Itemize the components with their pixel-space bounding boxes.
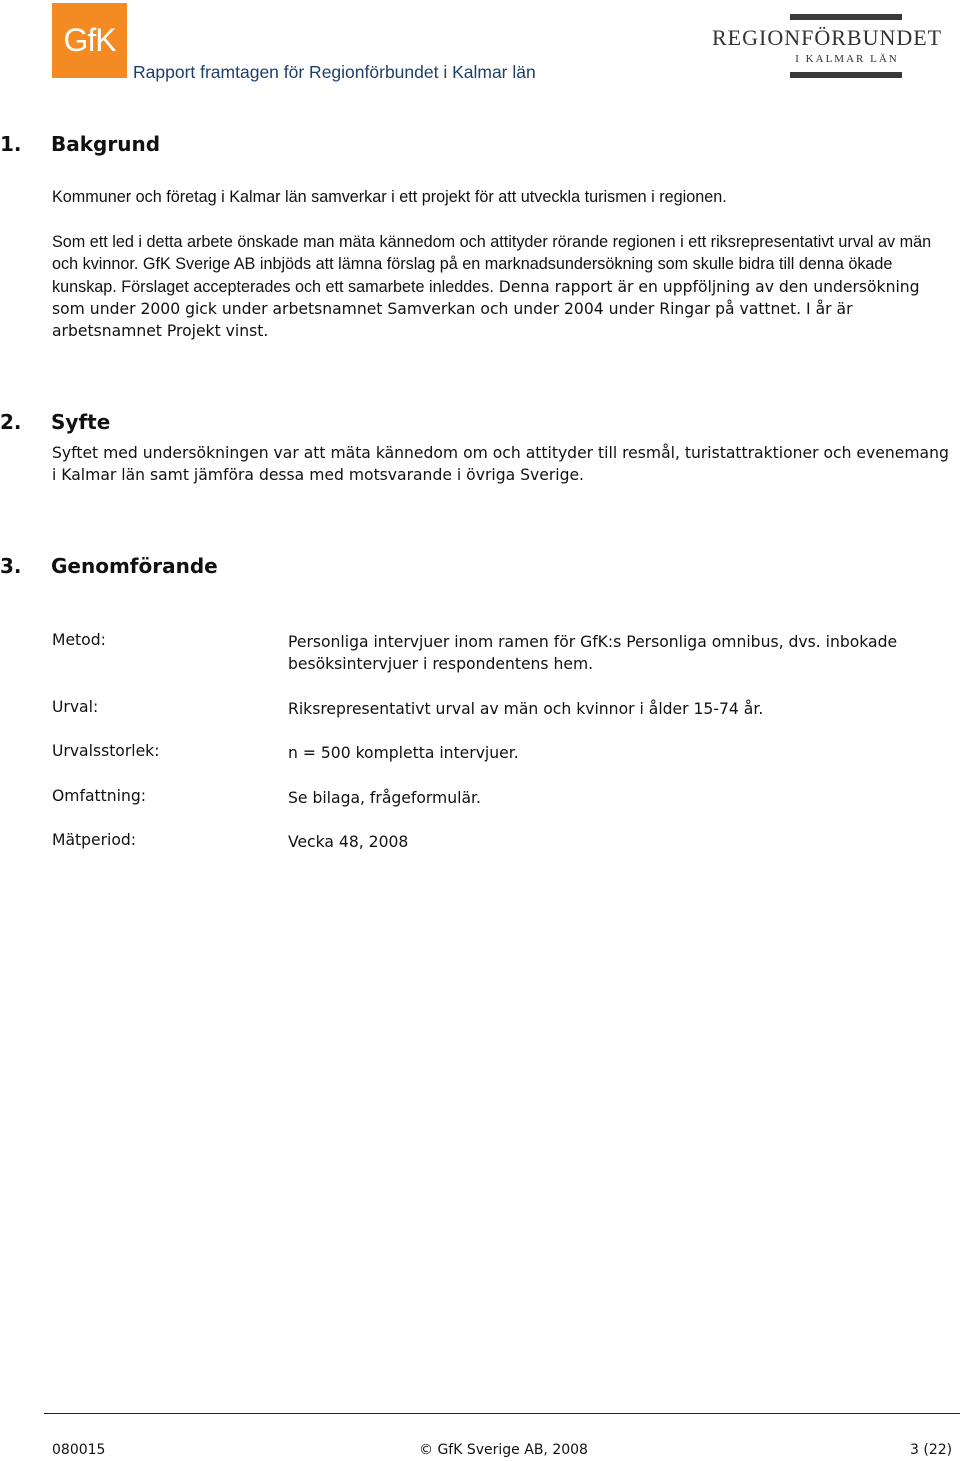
paragraph-segment: Som ett led i detta arbete önskade man mäta kännedom och attityder rörande regionen i ett riksrepresentativt urval av män och kvinnor. GfK Sverige AB inbjöds att lämna förslag på en marknadsundersökning som skulle bidra till denna ökade kunskap. Förslaget accepterades och ett samarbete inleddes. — [52, 233, 932, 296]
gfk-logo — [52, 3, 127, 78]
logo-main-text: REGIONFÖRBUNDET — [712, 25, 943, 50]
logo-sub-text: I KALMAR LÄN — [795, 53, 899, 65]
section-number: 1. — [0, 132, 22, 156]
paragraph-segment: Denna rapport är en uppföljning av den undersökning som under 2000 gick under arbetsnamnet Samverkan och under 2004 under Ringar på vattnet. I år är arbetsnamnet Projekt vinst. — [52, 277, 920, 341]
section-number: 3. — [0, 554, 22, 578]
section-number: 2. — [0, 410, 22, 434]
method-value: Personliga intervjuer inom ramen för GfK:s Personliga omnibus, dvs. inbokade besöksintervjuer i respondentens hem. — [288, 633, 898, 674]
sample-label: Urval: — [52, 698, 99, 716]
section-heading-genomforande — [0, 554, 400, 580]
scope-value: Se bilaga, frågeformulär. — [288, 789, 481, 807]
sample-size-value: n = 500 kompletta intervjuer. — [288, 744, 519, 762]
section-heading-bakgrund — [0, 132, 400, 158]
measurement-period-value: Vecka 48, 2008 — [288, 833, 409, 851]
header-caption: Rapport framtagen för Regionförbundet i Kalmar län — [133, 62, 536, 82]
section-title: Syfte — [51, 410, 111, 434]
section-title: Genomförande — [51, 554, 218, 578]
footer-divider — [44, 1413, 960, 1414]
section-heading-syfte — [0, 410, 400, 436]
paragraph-bakgrund-1: Kommuner och företag i Kalmar län samverkar i ett projekt för att utveckla turismen i regionen. — [52, 188, 727, 206]
sample-value: Riksrepresentativt urval av män och kvinnor i ålder 15-74 år. — [288, 700, 764, 718]
footer-copyright: © GfK Sverige AB, 2008 — [419, 1442, 588, 1458]
method-label: Metod: — [52, 631, 106, 649]
footer-document-number: 080015 — [52, 1442, 106, 1458]
logo-bar-bottom — [790, 72, 902, 78]
measurement-period-label: Mätperiod: — [52, 831, 137, 849]
footer-page-number: 3 (22) — [910, 1442, 953, 1458]
paragraph-syfte: Syftet med undersökningen var att mäta kännedom om och attityder till resmål, turistattraktioner och evenemang i Kalmar län samt jämföra dessa med motsvarande i övriga Sverige. — [52, 444, 949, 485]
logo-bar-top — [790, 14, 902, 20]
paragraph-bakgrund-2 — [52, 231, 957, 342]
regionforbundet-logo — [712, 12, 960, 84]
sample-size-label: Urvalsstorlek: — [52, 742, 160, 760]
gfk-logo-text: GfK — [63, 22, 116, 58]
scope-label: Omfattning: — [52, 787, 146, 805]
section-title: Bakgrund — [51, 132, 161, 156]
